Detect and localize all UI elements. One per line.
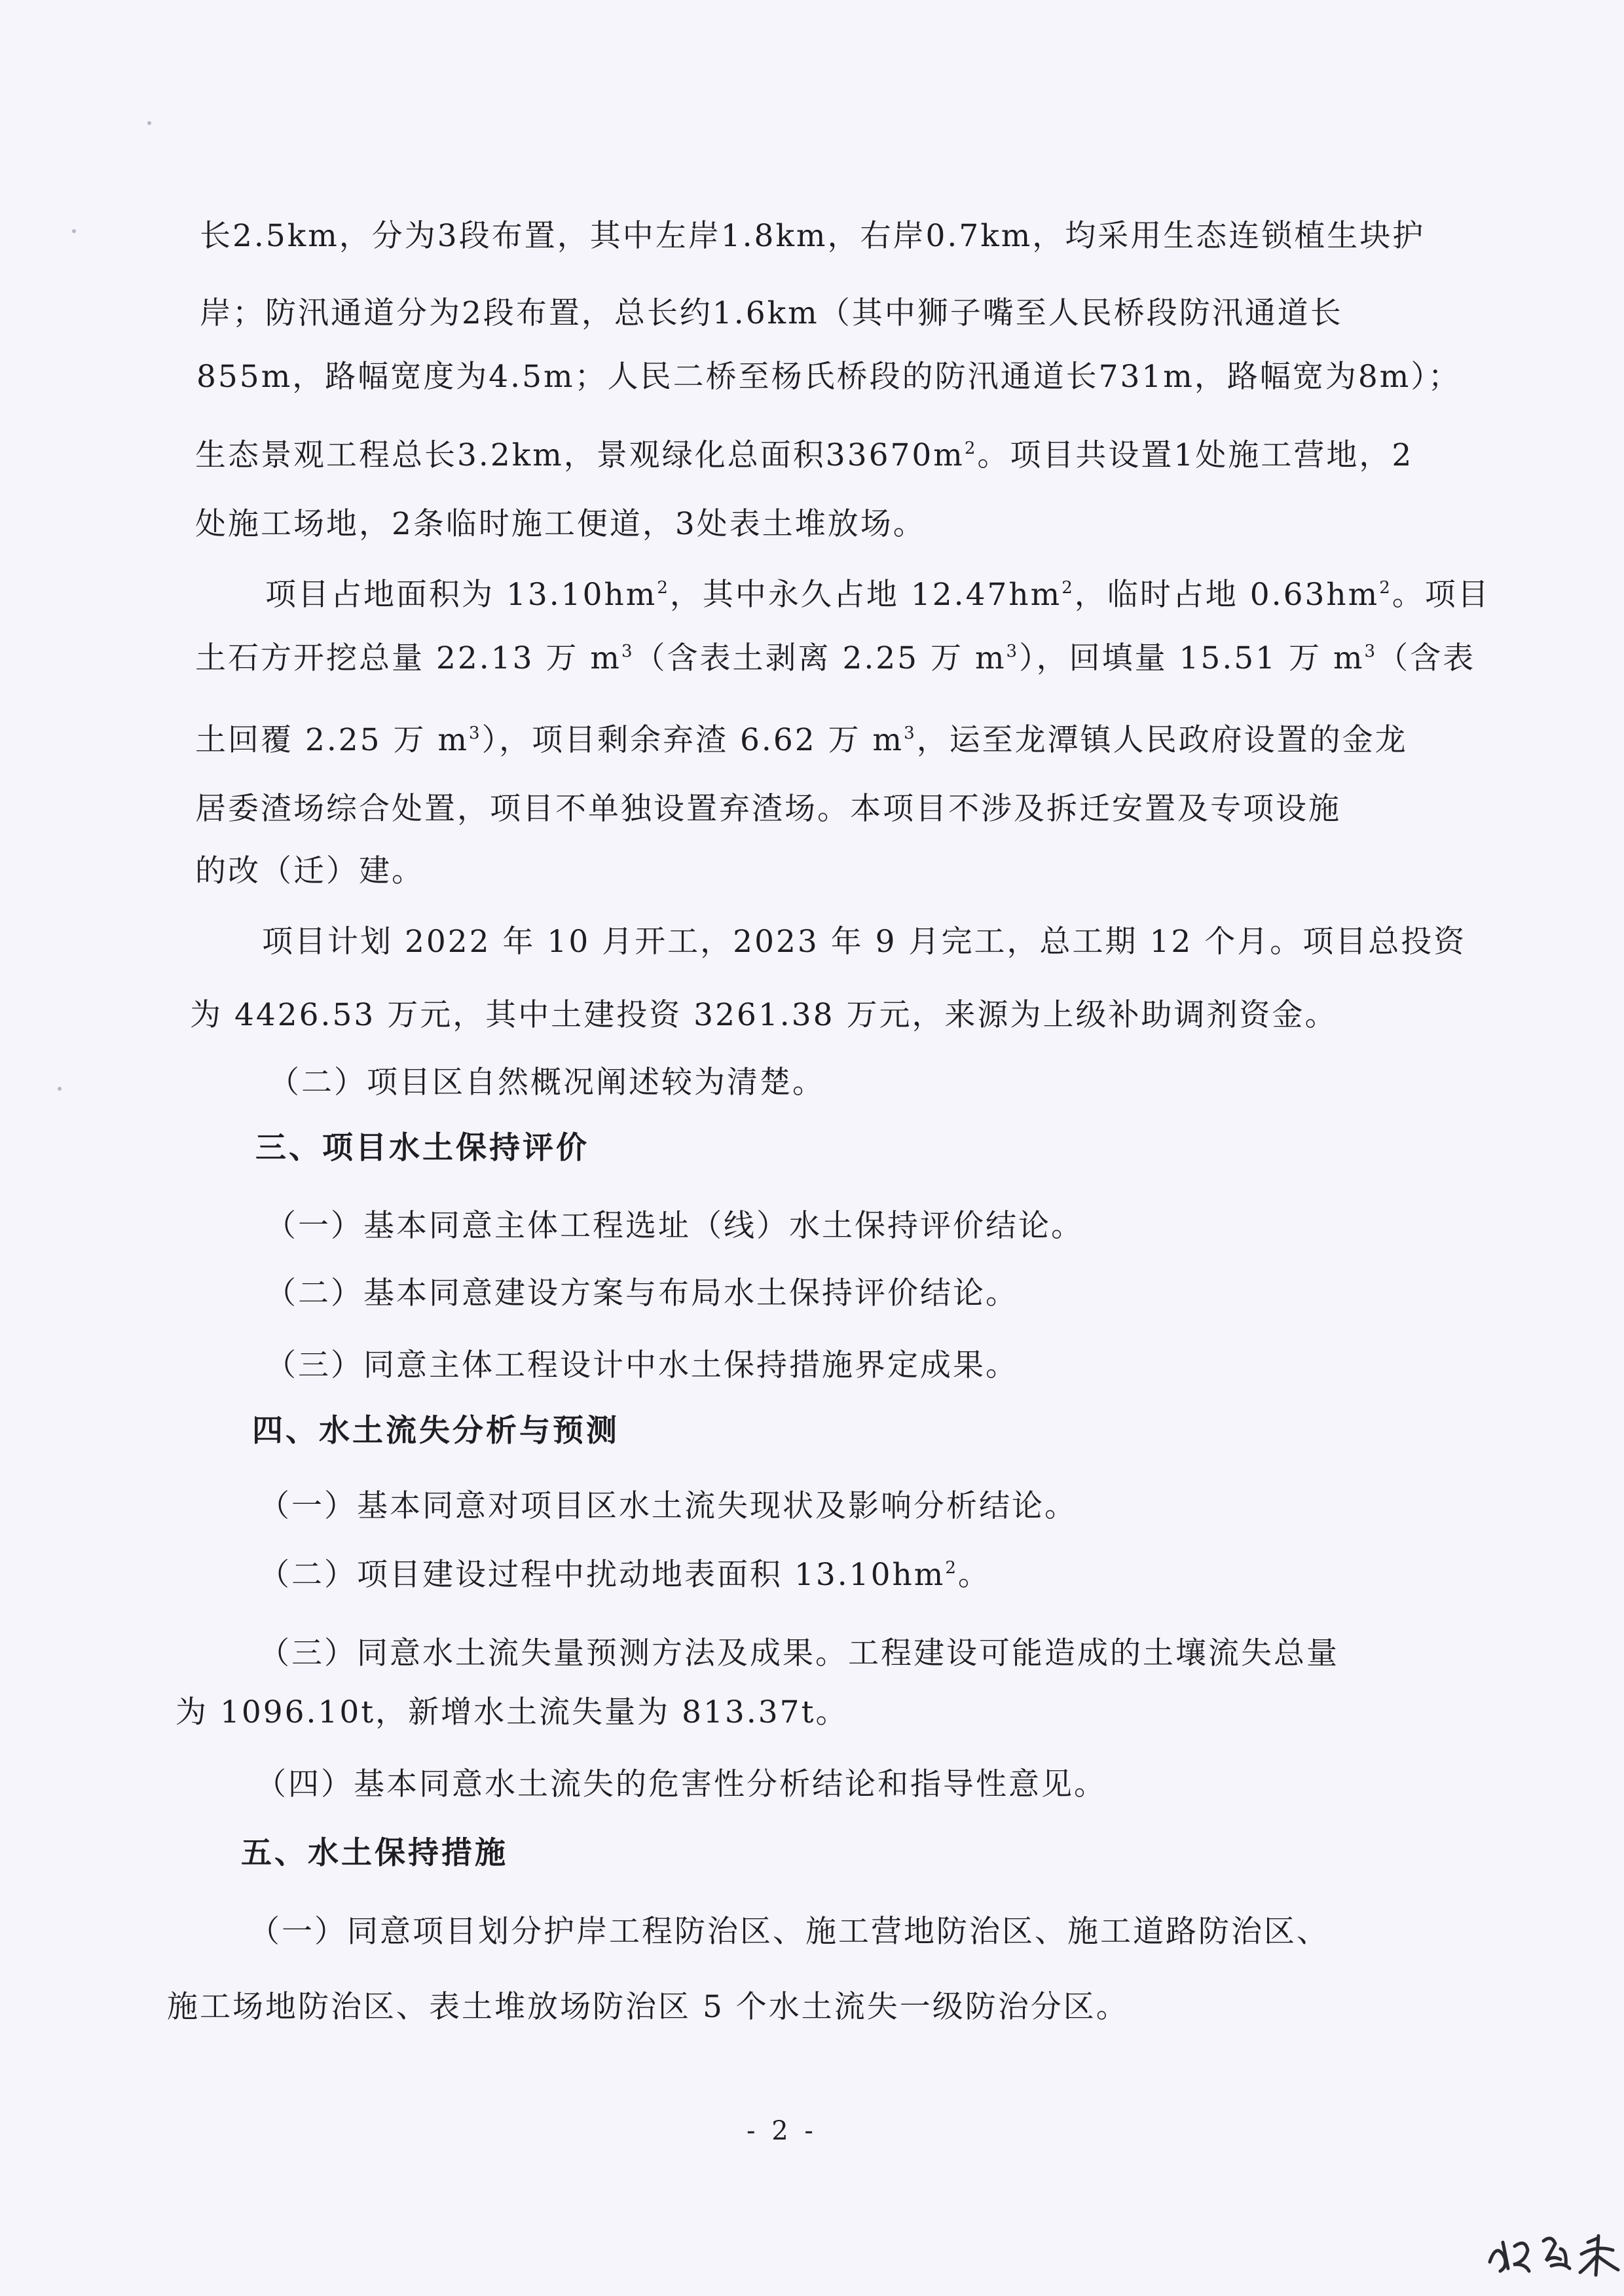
text-run: 生态景观工程总长3.2km，景观绿化总面积33670m <box>195 437 965 473</box>
text-line <box>259 1633 1339 1674</box>
text-run: 五、水土保持措施 <box>241 1835 508 1871</box>
superscript: 3 <box>1364 642 1378 661</box>
text-line <box>249 1912 1329 1952</box>
text-run: ，临时占地 0.63hm <box>1074 577 1380 613</box>
text-line <box>195 435 1413 476</box>
text-run: （四）基本同意水土流失的危害性分析结论和指导性意见。 <box>255 1766 1107 1802</box>
superscript: 3 <box>469 723 482 743</box>
superscript: 3 <box>904 723 917 743</box>
text-line <box>195 789 1341 829</box>
text-line <box>265 1345 1018 1386</box>
superscript: 2 <box>945 1558 958 1578</box>
superscript: 3 <box>621 642 635 661</box>
section-heading <box>255 1128 589 1169</box>
text-run: 。项目 <box>1392 577 1490 613</box>
text-line <box>259 1486 1077 1527</box>
text-run: （二）项目区自然概况阐述较为清楚。 <box>268 1065 825 1101</box>
text-line <box>268 1063 825 1103</box>
superscript: 2 <box>657 578 670 598</box>
text-run: 项目计划 2022 年 10 月开工，2023 年 9 月完工，总工期 12 个月。项目总投资 <box>262 924 1467 960</box>
text-line <box>195 851 424 892</box>
text-line <box>175 1692 848 1733</box>
text-line <box>195 720 1408 761</box>
text-run: 土石方开挖总量 22.13 万 m <box>195 640 621 676</box>
text-line <box>265 1273 1018 1314</box>
text-run: 的改（迁）建。 <box>195 853 424 889</box>
text-line <box>259 1555 991 1595</box>
text-run: 项目占地面积为 13.10hm <box>265 577 657 613</box>
text-run: 为 4426.53 万元，其中土建投资 3261.38 万元，来源为上级补助调剂资金。 <box>190 997 1338 1033</box>
scan-speck <box>58 1087 62 1091</box>
text-run: 855m，路幅宽度为4.5m；人民二桥至杨氏桥段的防汛通道长731m，路幅宽为8m）； <box>196 359 1461 395</box>
text-line <box>196 357 1461 397</box>
text-line <box>265 1206 1084 1247</box>
text-run: （二）基本同意建设方案与布局水土保持评价结论。 <box>265 1275 1018 1311</box>
text-run: （三）同意水土流失量预测方法及成果。工程建设可能造成的土壤流失总量 <box>259 1635 1339 1671</box>
text-run: 四、水土流失分析与预测 <box>252 1413 619 1449</box>
text-run: ），回填量 15.51 万 m <box>1019 640 1365 676</box>
text-run: ），项目剩余弃渣 6.62 万 m <box>481 722 904 758</box>
text-run: ，其中永久占地 12.47hm <box>669 577 1062 613</box>
section-heading <box>241 1833 508 1874</box>
scan-speck <box>72 229 76 233</box>
text-run: （含表 <box>1377 640 1476 676</box>
text-run: 。 <box>957 1557 991 1593</box>
text-run: （含表土剥离 2.25 万 m <box>634 640 1006 676</box>
text-line <box>167 1987 1129 2028</box>
text-run: 施工场地防治区、表土堆放场防治区 5 个水土流失一级防治分区。 <box>167 1989 1129 2025</box>
section-heading <box>252 1411 619 1451</box>
superscript: 2 <box>964 439 978 458</box>
handwritten-signature <box>1483 2223 1624 2282</box>
text-run: （一）同意项目划分护岸工程防治区、施工营地防治区、施工道路防治区、 <box>249 1914 1329 1950</box>
text-run: 土回覆 2.25 万 m <box>195 722 470 758</box>
text-line <box>195 504 926 545</box>
text-run: （一）基本同意主体工程选址（线）水土保持评价结论。 <box>265 1208 1084 1244</box>
text-run: （二）项目建设过程中扰动地表面积 13.10hm <box>259 1557 946 1593</box>
superscript: 2 <box>1379 578 1392 598</box>
text-run: 。项目共设置1处施工营地，2 <box>977 437 1414 473</box>
text-run: ，运至龙潭镇人民政府设置的金龙 <box>916 722 1408 758</box>
text-line <box>190 995 1337 1036</box>
text-run: （一）基本同意对项目区水土流失现状及影响分析结论。 <box>259 1488 1077 1524</box>
text-line <box>195 638 1475 679</box>
text-line <box>200 293 1343 334</box>
text-run: 长2.5km，分为3段布置，其中左岸1.8km，右岸0.7km，均采用生态连锁植生块护 <box>200 218 1426 254</box>
text-run: 岸；防汛通道分为2段布置，总长约1.6km（其中狮子嘴至人民桥段防汛通道长 <box>200 295 1343 331</box>
page-number: - 2 - <box>747 2116 817 2146</box>
text-line <box>255 1764 1107 1805</box>
scan-speck <box>147 121 151 125</box>
text-run: （三）同意主体工程设计中水土保持措施界定成果。 <box>265 1347 1018 1383</box>
superscript: 2 <box>1061 578 1075 598</box>
text-run: 为 1096.10t，新增水土流失量为 813.37t。 <box>175 1694 849 1730</box>
text-line <box>262 922 1466 962</box>
text-run: 居委渣场综合处置，项目不单独设置弃渣场。本项目不涉及拆迁安置及专项设施 <box>195 791 1341 827</box>
superscript: 3 <box>1006 642 1020 661</box>
text-line <box>200 216 1425 257</box>
text-line <box>265 575 1490 615</box>
text-run: 三、项目水土保持评价 <box>255 1130 589 1166</box>
text-run: 处施工场地，2条临时施工便道，3处表土堆放场。 <box>195 506 926 542</box>
